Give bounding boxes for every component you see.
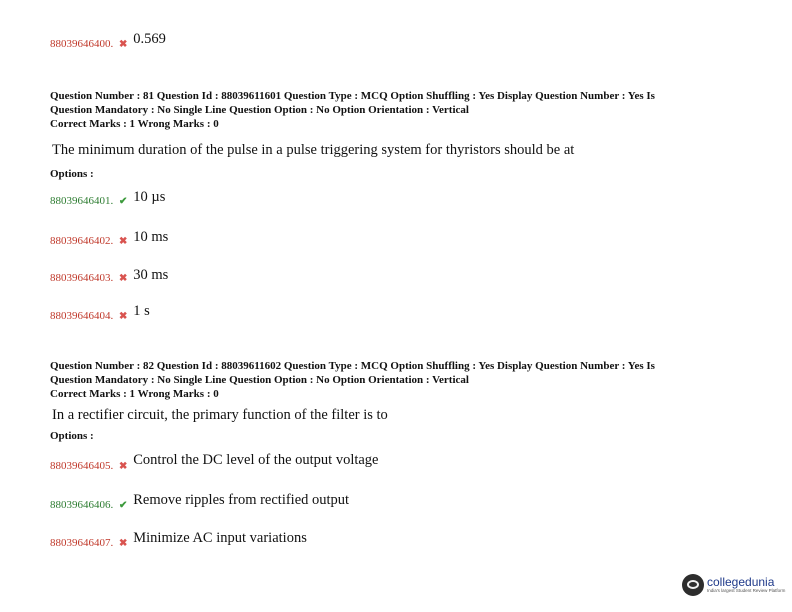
question-meta-line: Question Mandatory : No Single Line Question Option : No Option Orientation : Vertical	[50, 374, 469, 386]
question-meta-line: Question Mandatory : No Single Line Question Option : No Option Orientation : Vertical	[50, 104, 469, 116]
option-row	[50, 452, 379, 474]
option-text: 10 µs	[133, 189, 166, 205]
option-row	[50, 231, 168, 249]
cross-icon: ✖	[119, 236, 128, 247]
logo-tagline: India's largest Student Review Platform	[707, 588, 786, 593]
option-id: 88039646400.	[50, 38, 114, 50]
cross-icon: ✖	[119, 39, 128, 50]
option-row	[50, 268, 168, 286]
logo-name: collegedunia	[707, 575, 775, 589]
question-meta-line: Question Number : 82 Question Id : 88039611602 Question Type : MCQ Option Shuffling : Yes Display Question Number : Yes Is	[50, 360, 655, 372]
option-id: 88039646401.	[50, 195, 114, 207]
option-row	[50, 303, 150, 324]
option-row	[50, 31, 166, 52]
option-text: Minimize AC input variations	[133, 530, 307, 546]
option-text: Remove ripples from rectified output	[133, 492, 350, 508]
question-meta-line: Question Number : 81 Question Id : 88039611601 Question Type : MCQ Option Shuffling : Yes Display Question Number : Yes Is	[50, 90, 655, 102]
cross-icon: ✖	[119, 311, 128, 322]
option-id: 88039646406.	[50, 499, 114, 511]
option-text: 10 ms	[133, 229, 169, 245]
option-text: Control the DC level of the output voltage	[133, 452, 379, 468]
question-marks: Correct Marks : 1 Wrong Marks : 0	[50, 118, 219, 130]
option-id: 88039646407.	[50, 537, 114, 549]
options-label: Options :	[50, 168, 94, 180]
option-text: 30 ms	[133, 267, 169, 283]
option-id: 88039646402.	[50, 235, 114, 247]
cross-icon: ✖	[119, 273, 128, 284]
cross-icon: ✖	[119, 461, 128, 472]
option-text: 0.569	[133, 31, 166, 47]
graduate-icon	[682, 574, 704, 596]
collegedunia-logo	[682, 574, 785, 596]
option-id: 88039646405.	[50, 460, 114, 472]
check-icon: ✔	[119, 500, 128, 511]
option-row	[50, 530, 307, 551]
options-label: Options :	[50, 430, 94, 442]
question-marks: Correct Marks : 1 Wrong Marks : 0	[50, 388, 219, 400]
option-row	[50, 191, 165, 209]
question-text: The minimum duration of the pulse in a pulse triggering system for thyristors should be at	[52, 142, 575, 158]
option-row	[50, 492, 350, 513]
cross-icon: ✖	[119, 538, 128, 549]
question-meta	[50, 359, 740, 401]
option-id: 88039646403.	[50, 272, 114, 284]
check-icon: ✔	[119, 196, 128, 207]
question-text: In a rectifier circuit, the primary function of the filter is to	[52, 407, 388, 423]
option-id: 88039646404.	[50, 310, 114, 322]
question-meta	[50, 89, 740, 131]
option-text: 1 s	[133, 303, 150, 319]
